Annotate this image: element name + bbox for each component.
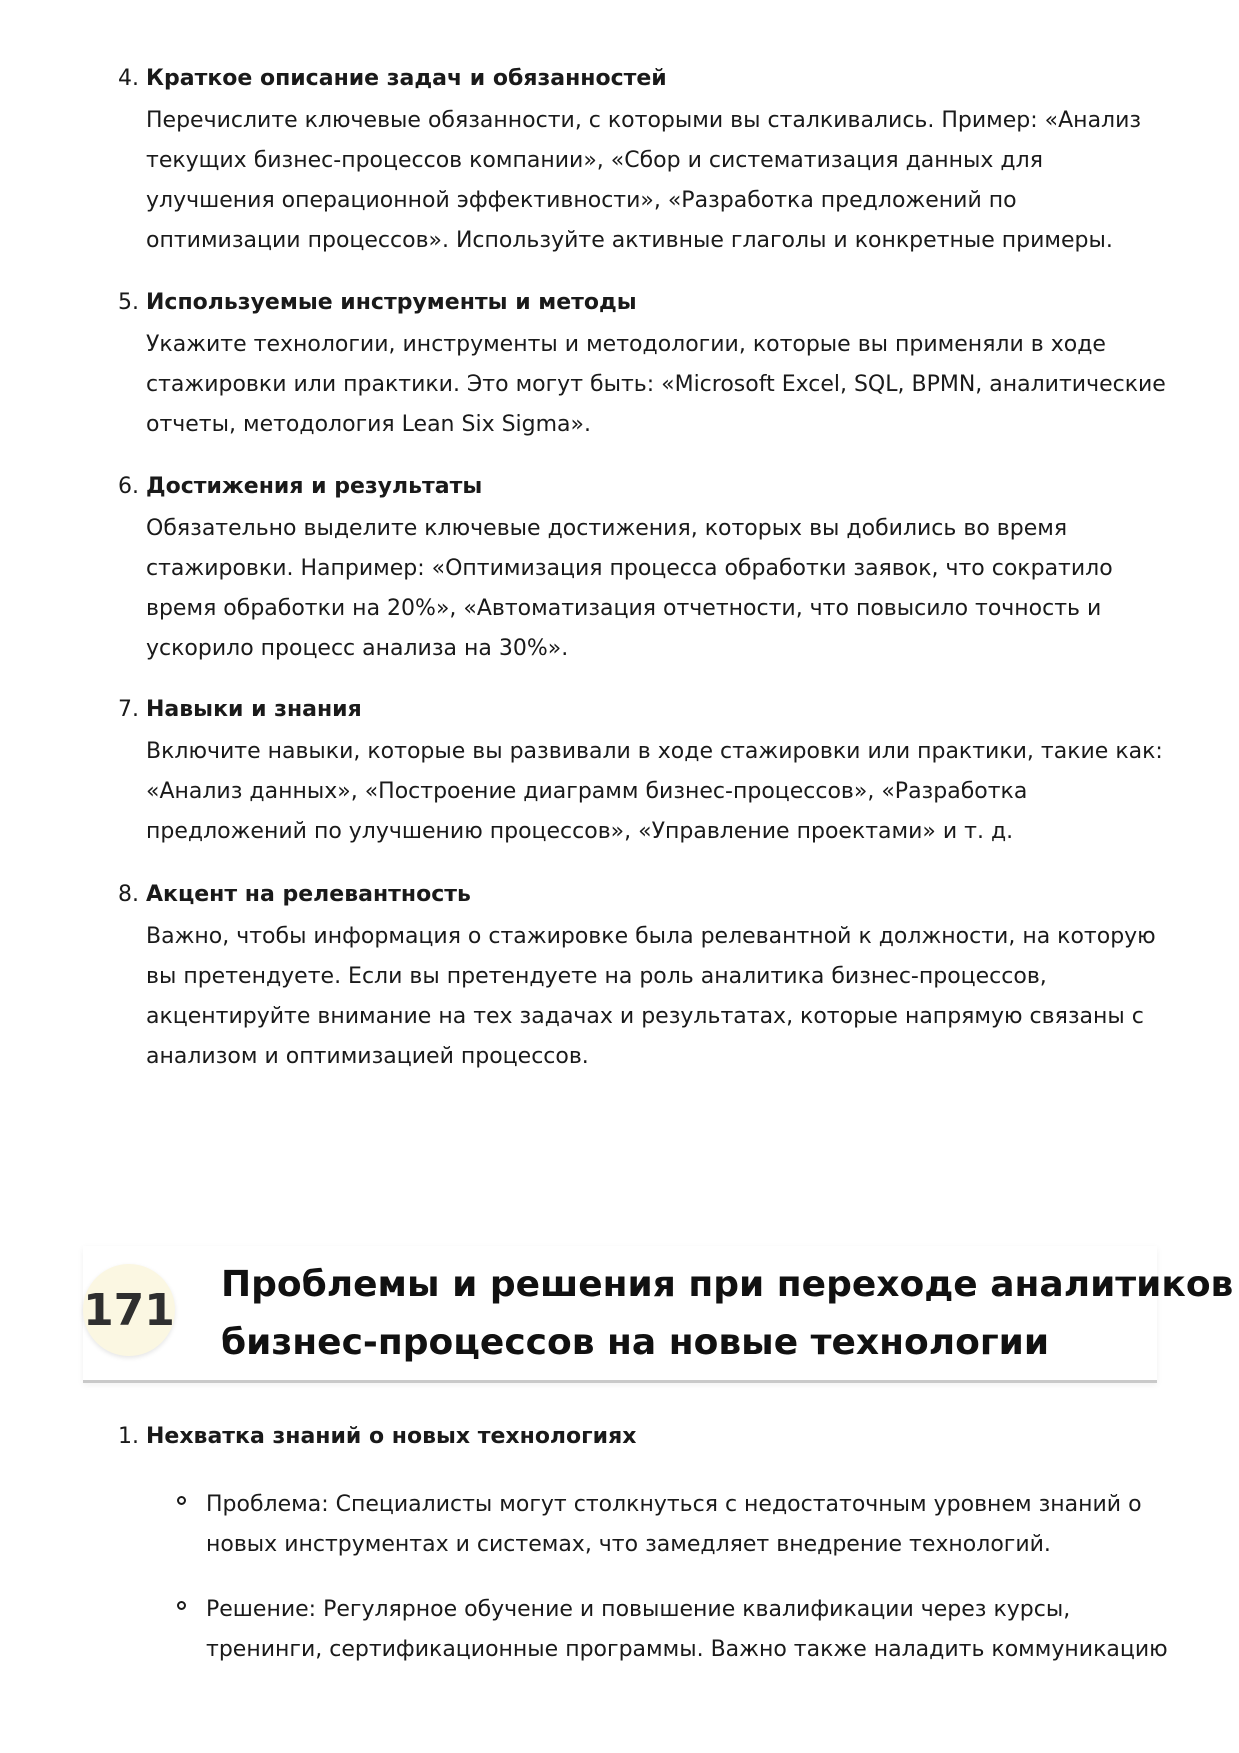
section-number-badge: 171 <box>83 1264 175 1356</box>
section-header <box>83 1246 1234 1383</box>
list-item-body <box>146 509 1146 669</box>
list-item-title: Акцент на релевантность <box>146 882 471 907</box>
list-item-title: Достижения и результаты <box>146 474 483 499</box>
text-line: ускорило процесс анализа на 30%». <box>146 636 569 661</box>
sub-list-item-text <box>206 1590 1166 1670</box>
text-line: предложений по улучшению процессов», «Управление проектами» и т. д. <box>146 819 1014 844</box>
text-line: Решение: Регулярное обучение и повышение квалификации через курсы, <box>206 1597 1071 1622</box>
text-line: Укажите технологии, инструменты и методологии, которые вы применяли в ходе <box>146 332 1106 357</box>
list-item-number: 5. <box>118 290 139 315</box>
text-line: время обработки на 20%», «Автоматизация отчетности, что повысило точность и <box>146 596 1102 621</box>
text-line: вы претендуете. Если вы претендуете на роль аналитика бизнес-процессов, <box>146 964 1047 989</box>
text-line: тренинги, сертификационные программы. Важно также наладить коммуникацию <box>206 1637 1168 1662</box>
circle-bullet-icon <box>177 1496 186 1505</box>
list-item-body <box>146 917 1156 1077</box>
list-item-title: Используемые инструменты и методы <box>146 290 637 315</box>
list-item-number: 1. <box>118 1424 139 1449</box>
list-item-number: 4. <box>118 66 139 91</box>
section-title <box>221 1256 1233 1372</box>
list-item-title: Навыки и знания <box>146 697 362 722</box>
text-line: стажировки или практики. Это могут быть: «Microsoft Excel, SQL, BPMN, аналитические <box>146 372 1166 397</box>
list-item-body <box>146 325 1166 445</box>
text-line: Обязательно выделите ключевые достижения, которых вы добились во время <box>146 516 1068 541</box>
text-line: улучшения операционной эффективности», «Разработка предложений по <box>146 188 1017 213</box>
text-line: новых инструментах и системах, что замедляет внедрение технологий. <box>206 1532 1051 1557</box>
text-line: Включите навыки, которые вы развивали в ходе стажировки или практики, такие как: <box>146 739 1163 764</box>
text-line: Важно, чтобы информация о стажировке была релевантной к должности, на которую <box>146 924 1156 949</box>
text-line: «Анализ данных», «Построение диаграмм бизнес-процессов», «Разработка <box>146 779 1028 804</box>
list-item-body <box>146 732 1163 852</box>
list-item-number: 8. <box>118 882 139 907</box>
sub-list-item-text <box>206 1485 1166 1565</box>
section-title-line: бизнес-процессов на новые технологии <box>221 1322 1050 1363</box>
text-line: стажировки. Например: «Оптимизация процесса обработки заявок, что сократило <box>146 556 1113 581</box>
list-item-number: 6. <box>118 474 139 499</box>
list-item-title: Краткое описание задач и обязанностей <box>146 66 667 91</box>
text-line: отчеты, методология Lean Six Sigma». <box>146 412 591 437</box>
list-item-number: 7. <box>118 697 139 722</box>
text-line: текущих бизнес-процессов компании», «Сбор и систематизация данных для <box>146 148 1043 173</box>
text-line: оптимизации процессов». Используйте активные глаголы и конкретные примеры. <box>146 228 1113 253</box>
list-item-body <box>146 101 1146 261</box>
text-line: Перечислите ключевые обязанности, с которыми вы сталкивались. Пример: «Анализ <box>146 108 1142 133</box>
circle-bullet-icon <box>177 1601 186 1610</box>
text-line: акцентируйте внимание на тех задачах и результатах, которые напрямую связаны с <box>146 1004 1144 1029</box>
text-line: анализом и оптимизацией процессов. <box>146 1044 589 1069</box>
list-item-title: Нехватка знаний о новых технологиях <box>146 1424 637 1449</box>
text-line: Проблема: Специалисты могут столкнуться с недостаточным уровнем знаний о <box>206 1492 1142 1517</box>
section-title-line: Проблемы и решения при переходе аналитиков <box>221 1264 1234 1305</box>
